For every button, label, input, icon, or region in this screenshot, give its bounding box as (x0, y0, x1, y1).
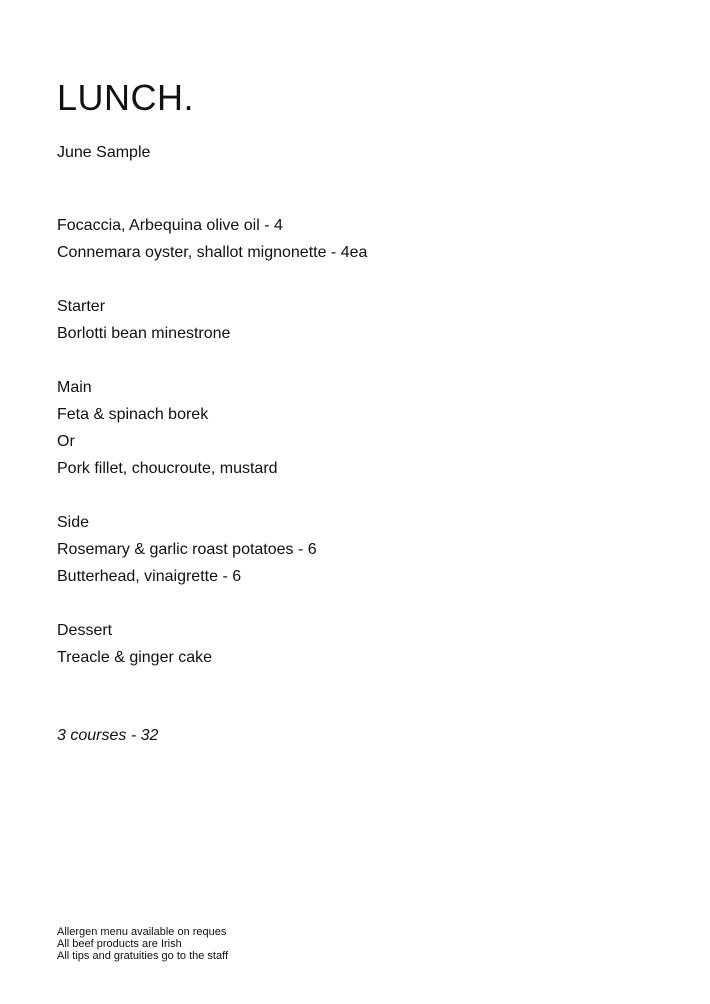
main-item: Pork fillet, choucroute, mustard (57, 460, 278, 477)
menu-body (57, 212, 657, 671)
snack-item: Focaccia, Arbequina olive oil - 4 (57, 217, 283, 234)
side-item: Butterhead, vinaigrette - 6 (57, 568, 242, 585)
footer-notes (57, 926, 228, 962)
footer-note-beef: All beef products are Irish (57, 938, 182, 950)
section-heading-dessert: Dessert (57, 622, 113, 639)
section-heading-starter: Starter (57, 298, 106, 315)
footer-note-allergen: Allergen menu available on reques (57, 926, 227, 938)
section-heading-main: Main (57, 379, 92, 396)
dessert-item: Treacle & ginger cake (57, 649, 213, 666)
page-title: LUNCH. (57, 77, 195, 118)
main-item: Feta & spinach borek (57, 406, 209, 423)
starter-item: Borlotti bean minestrone (57, 325, 231, 342)
section-heading-side: Side (57, 514, 90, 531)
spacer (57, 482, 657, 509)
side-item: Rosemary & garlic roast potatoes - 6 (57, 541, 317, 558)
spacer (57, 266, 657, 293)
footer-note-tips: All tips and gratuities go to the staff (57, 950, 229, 962)
spacer (57, 347, 657, 374)
set-price: 3 courses - 32 (57, 727, 159, 744)
spacer (57, 590, 657, 617)
page-subtitle: June Sample (57, 144, 151, 161)
main-item-separator: Or (57, 433, 75, 450)
snack-item: Connemara oyster, shallot mignonette - 4ea (57, 244, 368, 261)
